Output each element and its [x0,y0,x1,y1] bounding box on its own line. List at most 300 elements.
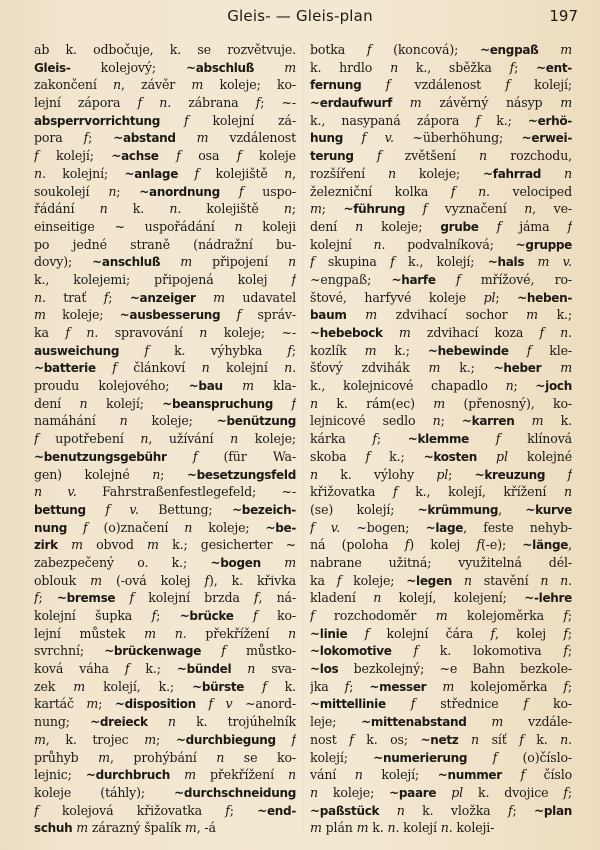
definition-text: ; [349,678,370,694]
grammar-tag: f [144,342,149,358]
text-line [34,235,296,253]
grammar-tag: f v. [361,130,394,146]
text-line [310,606,572,624]
grammar-tag: n [373,236,382,252]
grammar-tag: f [567,466,572,482]
headword: ausweichung [34,343,120,358]
text-line [34,376,296,394]
grammar-tag: f [253,608,258,623]
definition-text: k., kolejnicové chapadlo [310,378,506,394]
definition-text [178,166,194,181]
grammar-tag: m [442,678,455,694]
grammar-tag: f [490,625,495,641]
definition-text: ; [567,625,572,641]
text-line [34,571,296,589]
text-line [310,694,572,712]
definition-text: . [167,95,172,111]
text-line [34,535,296,553]
text-line [34,288,296,306]
definition-text [379,803,396,818]
definition-text [392,643,414,658]
definition-text: kolejí; [362,767,438,783]
definition-text [386,696,411,711]
definition-text: ; [116,183,140,199]
text-line [34,730,296,748]
definition-text: se ko- [224,749,296,765]
headword: ~krümmung [417,502,499,517]
headword: ~hebewinde [427,343,509,358]
headword: ~durchbiegung [175,732,276,747]
text-line [310,712,572,730]
headword: terung [310,149,354,164]
definition-text: dení [310,218,356,234]
headword: ~kurve [525,502,572,517]
text-line [34,748,296,766]
definition-text: ka [310,572,337,588]
text-line [34,765,296,783]
definition-text [231,661,247,676]
definition-text [452,573,464,588]
text-line [34,482,296,500]
definition-text [467,750,492,765]
grammar-tag: f [176,148,181,164]
definition-text [160,254,180,269]
grammar-tag: f [124,661,130,677]
definition-text [436,785,451,800]
text-line [34,199,296,217]
headword: ~disposition [114,697,196,712]
definition-text: , ve- [532,201,572,217]
grammar-tag: n [284,165,293,181]
text-line [310,394,572,412]
grammar-tag: f [475,112,480,128]
headword: ~bau [188,379,223,394]
definition-text: kolejová křižovatka [38,802,226,818]
definition-text: ná (poloha [310,537,405,553]
definition-text: nost [310,731,350,747]
definition-text: ; ~- [260,95,296,111]
definition-text: skoba [310,448,366,464]
definition-text: . [94,325,99,340]
grammar-tag: f [567,218,572,234]
definition-text: , -á [196,820,216,836]
grammar-tag: f [563,784,568,800]
definition-text: kolejiště [181,201,284,217]
text-line [34,624,296,642]
definition-text: . [177,201,182,217]
definition-text [383,325,399,340]
headword: ~gruppe [515,237,572,252]
text-line [34,447,296,465]
definition-text [160,113,184,128]
grammar-tag: m [364,342,377,358]
text-line [310,748,572,766]
grammar-tag: f [519,731,524,747]
definition-text: ~engpaß; [310,271,392,287]
page-number: 197 [549,7,578,25]
text-line [34,606,296,624]
grammar-tag: n [34,165,42,181]
definition-text: k., nasypaná zápora [310,112,476,128]
grammar-tag: n [119,413,128,429]
text-line [310,40,572,58]
headword: ~besetzungsfeld [186,467,296,482]
definition-text [479,219,497,234]
left-column [34,40,296,836]
definition-text: lejní zápora [34,95,138,111]
definition-text: kolejí; [310,749,374,765]
grammar-tag: f [65,325,70,340]
grammar-tag: f [372,431,377,447]
headword: ~erdaufwurf [310,96,393,111]
grammar-tag: n [230,431,239,447]
grammar-tag: n [432,413,441,429]
definition-text [176,130,197,145]
definition-text: k.; [440,360,494,376]
grammar-tag: n [184,519,193,535]
definition-text: koleje [241,148,296,164]
headword: ~harfe [391,272,436,287]
grammar-tag: f [344,678,350,694]
definition-text: Bettung; [138,501,233,517]
definition-text: koleji- [452,820,495,836]
definition-text: kolejní [310,236,374,252]
grammar-tag: f [34,148,39,164]
grammar-tag: pl [436,466,449,482]
definition-text: k. os; [353,731,421,747]
definition-text: , závěr [121,77,192,93]
definition-text: zek [34,678,74,694]
headword: ~end- [257,803,296,818]
headword: ~dreieck [90,715,148,730]
definition-text [538,42,560,57]
definition-text: ; [513,378,536,394]
definition-text: ), k. křivka [208,572,296,588]
grammar-tag: f [236,148,242,164]
definition-text: kolejné [507,448,572,464]
headword: ~batterie [34,361,96,376]
grammar-tag: f [221,643,226,659]
definition-text: rozchodoměr [314,608,436,623]
definition-text [436,272,456,287]
definition-text: ; [567,784,572,800]
headword: schuh [34,821,73,836]
text-line [34,217,296,235]
right-column [310,40,572,836]
grammar-tag: n [99,201,108,217]
grammar-tag: m [433,395,446,411]
headword: ~lage [425,520,464,535]
grammar-tag: n [234,218,243,234]
grammar-tag: f [112,360,117,376]
definition-text: ; [156,731,176,747]
definition-text: ko- [257,608,296,623]
definition-text [405,201,423,216]
text-line [310,58,572,76]
text-line [34,588,296,606]
text-line [310,641,572,659]
definition-text: ; [291,201,296,217]
definition-text [455,184,478,199]
grammar-tag: m [213,289,225,305]
definition-text: , užívání [148,431,231,447]
headword: ~mittellinie [310,697,386,712]
grammar-tag: f [236,307,242,323]
definition-text: spravování [98,325,200,340]
text-line [310,146,572,164]
grammar-tag: n [564,165,572,181]
definition-text: po jedné straně (nádražní bu- [34,236,296,252]
definition-text: lejnic; [34,767,86,783]
text-line [34,429,296,447]
headword: ~anzeiger [129,290,196,305]
grammar-tag: n [159,95,168,111]
grammar-tag: n [560,731,569,747]
definition-text: klínová [500,431,572,447]
text-line [34,323,296,341]
definition-text: ab k. odbočuje, k. se rozvětvuje. [34,42,296,57]
definition-text: koleje; [341,572,407,588]
definition-text: , feste nehyb- [463,519,572,535]
grammar-tag: f [204,572,209,588]
definition-text: sva- [255,661,296,677]
definition-text: bezkolejný; ~e Bahn bezkole- [338,661,572,677]
headword: ~engpaß [479,43,539,57]
definition-text: ; [88,130,114,146]
grammar-tag: m [98,749,110,765]
text-line [34,58,296,76]
definition-text: železniční kolka [310,183,451,199]
text-line [310,358,572,376]
headword: ~länge [522,538,569,553]
grammar-tag: m [144,625,156,641]
grammar-tag: n [387,165,396,181]
definition-text: šťový zdvihák [310,360,429,376]
grammar-tag: f [509,59,515,75]
grammar-tag: n [354,767,363,783]
grammar-tag: f [523,696,529,712]
text-line [310,535,572,553]
grammar-tag: n [199,325,208,340]
definition-text [244,679,262,694]
definition-text [276,732,292,747]
definition-text: zábrana [171,95,256,111]
headword: Gleis- [34,60,71,75]
definition-text: (o)číslo- [497,749,572,765]
text-line [310,765,572,783]
definition-text: kolejiště [199,165,285,181]
definition-text: . kolejní; [41,165,125,181]
grammar-tag: f [253,590,259,606]
headword: ~anlage [124,166,179,181]
definition-text: ; [567,678,572,694]
headword: nung [34,520,68,535]
definition-text: kolejí; [87,395,163,411]
grammar-tag: f [422,201,428,217]
headword: ~anordnung [139,184,220,199]
grammar-tag: f [508,802,513,818]
definition-text: k., kolejí; [394,254,488,270]
definition-text: , prohýbání [109,749,217,765]
definition-text: . [568,325,572,340]
grammar-tag: f [492,749,498,765]
headword: fernung [310,78,362,93]
definition-text: vzdále- [503,714,572,730]
headword: ~ausbesserung [119,308,221,323]
definition-text: (přenosný), ko- [445,395,572,411]
grammar-tag: m [144,731,157,747]
definition-text: k.; [537,307,572,323]
grammar-tag: n [108,183,117,199]
grammar-tag: f [291,731,296,747]
text-line [34,252,296,270]
text-line [34,677,296,695]
headword: ~karren [461,414,515,429]
headword: ~joch [535,379,572,394]
definition-text: koleje; [317,784,390,800]
grammar-tag: n [34,289,42,305]
definition-text [477,449,496,464]
text-line [310,677,572,695]
text-line [34,553,296,571]
grammar-tag: n [216,749,225,765]
definition-text [159,148,177,163]
headword: ~durchschneidung [174,785,296,800]
definition-text: , k. trojec [45,731,145,747]
definition-text: ; [160,466,187,482]
definition-text: plán [321,820,357,836]
definition-text: svrchní; [34,643,105,659]
text-line [310,341,572,359]
headword: ~anschluß [92,255,161,270]
definition-text: einseitige ~ uspořádání [34,218,235,234]
grammar-tag: n [113,77,122,93]
headword: ~durchbruch [85,768,171,783]
definition-text: kladení [310,590,374,606]
grammar-tag: f n [539,325,569,340]
grammar-tag: n [387,820,396,836]
grammar-tag: m [491,714,504,730]
grammar-tag: m [398,325,411,340]
definition-text: řádání [34,201,100,217]
text-columns [34,40,572,836]
grammar-tag: n [390,59,399,75]
grammar-tag: f [310,254,315,270]
text-line [34,75,296,93]
definition-text: k., kolejí, křížení [397,484,565,500]
definition-text: dovy); [34,254,93,270]
definition-text [119,343,144,358]
grammar-tag: f v. [105,501,139,517]
text-line [34,111,296,129]
grammar-tag: n [152,466,161,482]
definition-text: kolejní čára [369,625,491,641]
text-line [310,305,572,323]
grammar-tag: n [283,201,292,217]
definition-text: ; [38,590,57,606]
definition-text [347,626,364,641]
definition-text [261,555,284,570]
definition-text [58,537,71,552]
text-line [310,730,572,748]
grammar-tag: m [71,537,83,553]
definition-text: vání [310,767,355,783]
grammar-tag: n [288,254,296,270]
definition-text: průhyb [34,749,99,765]
grammar-tag: n v. [34,484,77,500]
definition-text: ; [108,289,130,305]
definition-text: koleje (táhly); [34,784,175,800]
definition-text: kolejí, kolejení; [381,590,525,606]
headword: ~lokomotive [310,644,392,659]
text-line [310,465,572,483]
text-line [310,128,572,146]
definition-text: (koncová); [371,42,480,57]
grammar-tag: f [34,590,39,606]
headword: ~fahrrad [483,166,542,181]
grammar-tag: f [34,802,39,818]
definition-text: (-ová kolej [101,572,205,588]
definition-text: botka [310,42,367,57]
headword: ~kosten [423,449,477,464]
headword: ~bremse [56,591,116,606]
definition-text [196,696,209,711]
text-line [34,694,296,712]
grammar-tag: f [194,165,200,181]
grammar-tag: n [310,784,318,800]
grammar-tag: m [310,820,322,836]
grammar-tag: f [291,395,296,411]
grammar-tag: f [563,643,568,659]
grammar-tag: m v. [537,254,572,270]
text-line [34,358,296,376]
definition-text: namáhání [34,413,120,429]
headword: ~abschluß [185,60,255,75]
definition-text [273,396,291,411]
definition-text: jáma [501,218,568,234]
definition-text: . [292,360,296,376]
definition-text: podvalníková; [385,236,516,252]
headword: ~achse [111,149,159,164]
grammar-tag: n [479,148,487,164]
definition-text: k., kolejemi; připojená kolej [34,271,292,287]
text-line [34,305,296,323]
definition-text: ; [448,466,475,482]
text-line [310,111,572,129]
grammar-tag: m [34,307,46,323]
text-line [34,341,296,359]
grammar-tag: pl [451,784,464,800]
headword: ~brücke [179,609,234,623]
definition-text: ; [291,342,296,358]
definition-text: kárka [310,431,373,447]
definition-text: ka [34,325,66,340]
text-line [34,518,296,536]
grammar-tag: m [184,767,196,783]
definition-text: , kolej [494,625,564,641]
definition-text: ; [440,413,462,429]
grammar-tag: n [505,378,514,394]
text-line [310,323,572,341]
definition-text: . [486,183,490,199]
grammar-tag: f [310,608,315,623]
definition-text: stavění [471,572,541,588]
definition-text: zárazný špalík [88,820,185,836]
headword: ~klemme [407,432,470,447]
definition-text: připojení [192,254,289,270]
definition-text: kolejní [209,360,285,376]
headword: ~erwei- [521,131,572,146]
